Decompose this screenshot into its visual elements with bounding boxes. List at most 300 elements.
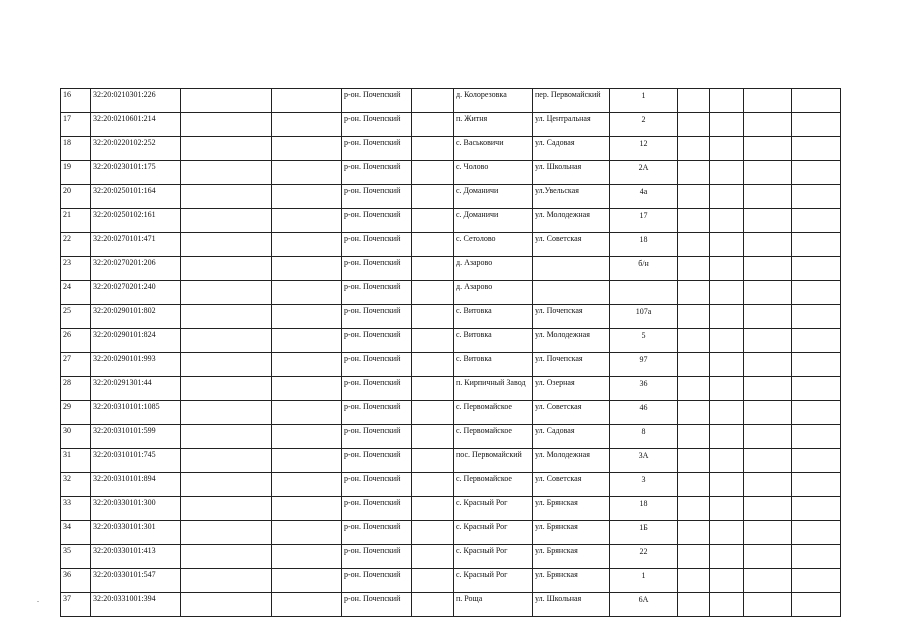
blank-cell bbox=[181, 89, 272, 113]
blank-cell bbox=[744, 281, 792, 305]
blank-cell bbox=[181, 425, 272, 449]
locality-cell: с. Красный Рог bbox=[454, 521, 533, 545]
blank-cell bbox=[678, 521, 710, 545]
scan-mark bbox=[37, 601, 39, 602]
blank-cell bbox=[744, 497, 792, 521]
blank-cell bbox=[792, 305, 841, 329]
blank-cell bbox=[792, 473, 841, 497]
blank-cell bbox=[272, 425, 342, 449]
locality-cell: пос. Первомайский bbox=[454, 449, 533, 473]
blank-cell bbox=[272, 521, 342, 545]
street-cell: ул. Брянская bbox=[533, 521, 610, 545]
cadastral-number-cell: 32:20:0330101:300 bbox=[91, 497, 181, 521]
blank-cell bbox=[678, 449, 710, 473]
locality-cell: с. Красный Рог bbox=[454, 545, 533, 569]
table-row bbox=[61, 497, 841, 521]
blank-cell bbox=[710, 89, 744, 113]
registry-table-body bbox=[61, 89, 841, 617]
blank-cell bbox=[678, 185, 710, 209]
blank-cell bbox=[744, 473, 792, 497]
table-row bbox=[61, 185, 841, 209]
district-cell: р-он. Почепский bbox=[342, 497, 412, 521]
blank-cell bbox=[678, 209, 710, 233]
blank-cell bbox=[272, 305, 342, 329]
district-cell: р-он. Почепский bbox=[342, 353, 412, 377]
house-number-cell: 1 bbox=[610, 569, 678, 593]
blank-cell bbox=[710, 569, 744, 593]
row-number-cell: 28 bbox=[61, 377, 91, 401]
street-cell: ул. Молодежная bbox=[533, 209, 610, 233]
blank-cell bbox=[678, 281, 710, 305]
row-number-cell: 35 bbox=[61, 545, 91, 569]
blank-cell bbox=[412, 593, 454, 617]
blank-cell bbox=[744, 113, 792, 137]
cadastral-number-cell: 32:20:0270201:240 bbox=[91, 281, 181, 305]
blank-cell bbox=[678, 425, 710, 449]
locality-cell: п. Кирпичный Завод bbox=[454, 377, 533, 401]
blank-cell bbox=[272, 569, 342, 593]
blank-cell bbox=[792, 209, 841, 233]
row-number-cell: 18 bbox=[61, 137, 91, 161]
blank-cell bbox=[272, 449, 342, 473]
blank-cell bbox=[792, 449, 841, 473]
district-cell: р-он. Почепский bbox=[342, 209, 412, 233]
blank-cell bbox=[412, 305, 454, 329]
house-number-cell: 18 bbox=[610, 233, 678, 257]
blank-cell bbox=[412, 257, 454, 281]
blank-cell bbox=[792, 425, 841, 449]
blank-cell bbox=[412, 425, 454, 449]
blank-cell bbox=[792, 233, 841, 257]
locality-cell: с. Первомайское bbox=[454, 473, 533, 497]
blank-cell bbox=[744, 377, 792, 401]
table-row bbox=[61, 257, 841, 281]
table-row bbox=[61, 281, 841, 305]
street-cell: ул.Увельская bbox=[533, 185, 610, 209]
blank-cell bbox=[678, 161, 710, 185]
blank-cell bbox=[181, 113, 272, 137]
cadastral-number-cell: 32:20:0330101:547 bbox=[91, 569, 181, 593]
row-number-cell: 21 bbox=[61, 209, 91, 233]
cadastral-number-cell: 32:20:0330101:301 bbox=[91, 521, 181, 545]
house-number-cell: 2 bbox=[610, 113, 678, 137]
house-number-cell: 17 bbox=[610, 209, 678, 233]
blank-cell bbox=[792, 89, 841, 113]
blank-cell bbox=[710, 497, 744, 521]
cadastral-number-cell: 32:20:0290101:802 bbox=[91, 305, 181, 329]
district-cell: р-он. Почепский bbox=[342, 377, 412, 401]
blank-cell bbox=[792, 137, 841, 161]
row-number-cell: 24 bbox=[61, 281, 91, 305]
blank-cell bbox=[710, 185, 744, 209]
blank-cell bbox=[678, 257, 710, 281]
blank-cell bbox=[678, 233, 710, 257]
locality-cell: д. Азарово bbox=[454, 281, 533, 305]
blank-cell bbox=[412, 113, 454, 137]
district-cell: р-он. Почепский bbox=[342, 89, 412, 113]
blank-cell bbox=[792, 593, 841, 617]
blank-cell bbox=[710, 161, 744, 185]
table-row bbox=[61, 233, 841, 257]
blank-cell bbox=[792, 281, 841, 305]
table-row bbox=[61, 137, 841, 161]
blank-cell bbox=[412, 185, 454, 209]
street-cell: пер. Первомайский bbox=[533, 89, 610, 113]
district-cell: р-он. Почепский bbox=[342, 473, 412, 497]
blank-cell bbox=[412, 449, 454, 473]
house-number-cell: 5 bbox=[610, 329, 678, 353]
house-number-cell: 1 bbox=[610, 89, 678, 113]
row-number-cell: 20 bbox=[61, 185, 91, 209]
locality-cell: с. Васьковичи bbox=[454, 137, 533, 161]
district-cell: р-он. Почепский bbox=[342, 137, 412, 161]
blank-cell bbox=[744, 425, 792, 449]
street-cell: ул. Брянская bbox=[533, 545, 610, 569]
street-cell: ул. Советская bbox=[533, 473, 610, 497]
registry-table bbox=[60, 88, 841, 617]
street-cell: ул. Центральная bbox=[533, 113, 610, 137]
table-row bbox=[61, 113, 841, 137]
street-cell: ул. Советская bbox=[533, 401, 610, 425]
cadastral-number-cell: 32:20:0330101:413 bbox=[91, 545, 181, 569]
blank-cell bbox=[710, 449, 744, 473]
blank-cell bbox=[678, 113, 710, 137]
blank-cell bbox=[710, 137, 744, 161]
blank-cell bbox=[412, 377, 454, 401]
blank-cell bbox=[181, 353, 272, 377]
blank-cell bbox=[792, 329, 841, 353]
cadastral-number-cell: 32:20:0270101:471 bbox=[91, 233, 181, 257]
blank-cell bbox=[678, 353, 710, 377]
table-row bbox=[61, 473, 841, 497]
blank-cell bbox=[744, 353, 792, 377]
blank-cell bbox=[744, 449, 792, 473]
blank-cell bbox=[710, 209, 744, 233]
house-number-cell: б/н bbox=[610, 257, 678, 281]
blank-cell bbox=[792, 161, 841, 185]
blank-cell bbox=[181, 473, 272, 497]
locality-cell: с. Доманичи bbox=[454, 209, 533, 233]
cadastral-number-cell: 32:20:0290101:993 bbox=[91, 353, 181, 377]
blank-cell bbox=[744, 545, 792, 569]
blank-cell bbox=[272, 185, 342, 209]
table-row bbox=[61, 209, 841, 233]
house-number-cell: 107а bbox=[610, 305, 678, 329]
district-cell: р-он. Почепский bbox=[342, 329, 412, 353]
district-cell: р-он. Почепский bbox=[342, 161, 412, 185]
district-cell: р-он. Почепский bbox=[342, 305, 412, 329]
blank-cell bbox=[272, 113, 342, 137]
district-cell: р-он. Почепский bbox=[342, 233, 412, 257]
street-cell: ул. Озерная bbox=[533, 377, 610, 401]
blank-cell bbox=[272, 233, 342, 257]
locality-cell: п. Житня bbox=[454, 113, 533, 137]
blank-cell bbox=[181, 569, 272, 593]
blank-cell bbox=[181, 377, 272, 401]
row-number-cell: 32 bbox=[61, 473, 91, 497]
blank-cell bbox=[744, 305, 792, 329]
blank-cell bbox=[792, 113, 841, 137]
district-cell: р-он. Почепский bbox=[342, 281, 412, 305]
blank-cell bbox=[678, 137, 710, 161]
blank-cell bbox=[181, 209, 272, 233]
table-row bbox=[61, 401, 841, 425]
locality-cell: с. Чолово bbox=[454, 161, 533, 185]
blank-cell bbox=[272, 545, 342, 569]
table-row bbox=[61, 449, 841, 473]
district-cell: р-он. Почепский bbox=[342, 545, 412, 569]
row-number-cell: 33 bbox=[61, 497, 91, 521]
house-number-cell: 4а bbox=[610, 185, 678, 209]
blank-cell bbox=[412, 281, 454, 305]
locality-cell: с. Первомайское bbox=[454, 401, 533, 425]
blank-cell bbox=[272, 329, 342, 353]
blank-cell bbox=[710, 473, 744, 497]
cadastral-number-cell: 32:20:0331001:394 bbox=[91, 593, 181, 617]
blank-cell bbox=[678, 329, 710, 353]
district-cell: р-он. Почепский bbox=[342, 521, 412, 545]
cadastral-number-cell: 32:20:0250101:164 bbox=[91, 185, 181, 209]
cadastral-number-cell: 32:20:0310101:745 bbox=[91, 449, 181, 473]
blank-cell bbox=[792, 353, 841, 377]
blank-cell bbox=[181, 137, 272, 161]
blank-cell bbox=[181, 305, 272, 329]
district-cell: р-он. Почепский bbox=[342, 257, 412, 281]
street-cell: ул. Советская bbox=[533, 233, 610, 257]
house-number-cell: 1Б bbox=[610, 521, 678, 545]
district-cell: р-он. Почепский bbox=[342, 185, 412, 209]
cadastral-number-cell: 32:20:0250102:161 bbox=[91, 209, 181, 233]
blank-cell bbox=[710, 377, 744, 401]
table-row bbox=[61, 521, 841, 545]
blank-cell bbox=[412, 401, 454, 425]
blank-cell bbox=[792, 545, 841, 569]
blank-cell bbox=[181, 257, 272, 281]
table-row bbox=[61, 89, 841, 113]
blank-cell bbox=[678, 305, 710, 329]
table-row bbox=[61, 593, 841, 617]
street-cell: ул. Школьная bbox=[533, 161, 610, 185]
table-row bbox=[61, 545, 841, 569]
street-cell: ул. Молодежная bbox=[533, 449, 610, 473]
row-number-cell: 29 bbox=[61, 401, 91, 425]
blank-cell bbox=[710, 401, 744, 425]
blank-cell bbox=[710, 425, 744, 449]
blank-cell bbox=[272, 377, 342, 401]
row-number-cell: 30 bbox=[61, 425, 91, 449]
locality-cell: с. Красный Рог bbox=[454, 497, 533, 521]
house-number-cell: 12 bbox=[610, 137, 678, 161]
locality-cell: с. Витовка bbox=[454, 353, 533, 377]
street-cell bbox=[533, 281, 610, 305]
street-cell: ул. Почепская bbox=[533, 305, 610, 329]
locality-cell: с. Витовка bbox=[454, 329, 533, 353]
cadastral-number-cell: 32:20:0220102:252 bbox=[91, 137, 181, 161]
house-number-cell: 3А bbox=[610, 449, 678, 473]
blank-cell bbox=[181, 281, 272, 305]
blank-cell bbox=[272, 281, 342, 305]
blank-cell bbox=[412, 545, 454, 569]
blank-cell bbox=[412, 137, 454, 161]
blank-cell bbox=[744, 209, 792, 233]
house-number-cell: 46 bbox=[610, 401, 678, 425]
blank-cell bbox=[744, 257, 792, 281]
blank-cell bbox=[181, 401, 272, 425]
blank-cell bbox=[792, 569, 841, 593]
cadastral-number-cell: 32:20:0210601:214 bbox=[91, 113, 181, 137]
blank-cell bbox=[678, 545, 710, 569]
street-cell: ул. Садовая bbox=[533, 137, 610, 161]
row-number-cell: 17 bbox=[61, 113, 91, 137]
district-cell: р-он. Почепский bbox=[342, 113, 412, 137]
district-cell: р-он. Почепский bbox=[342, 569, 412, 593]
house-number-cell: 2А bbox=[610, 161, 678, 185]
blank-cell bbox=[792, 401, 841, 425]
blank-cell bbox=[710, 257, 744, 281]
blank-cell bbox=[272, 593, 342, 617]
row-number-cell: 27 bbox=[61, 353, 91, 377]
locality-cell: с. Доманичи bbox=[454, 185, 533, 209]
table-row bbox=[61, 353, 841, 377]
row-number-cell: 26 bbox=[61, 329, 91, 353]
blank-cell bbox=[744, 401, 792, 425]
locality-cell: с. Сетолово bbox=[454, 233, 533, 257]
cadastral-number-cell: 32:20:0310101:599 bbox=[91, 425, 181, 449]
blank-cell bbox=[181, 233, 272, 257]
blank-cell bbox=[412, 497, 454, 521]
table-row bbox=[61, 569, 841, 593]
blank-cell bbox=[181, 185, 272, 209]
street-cell bbox=[533, 257, 610, 281]
blank-cell bbox=[412, 329, 454, 353]
row-number-cell: 37 bbox=[61, 593, 91, 617]
street-cell: ул. Брянская bbox=[533, 497, 610, 521]
district-cell: р-он. Почепский bbox=[342, 593, 412, 617]
blank-cell bbox=[792, 377, 841, 401]
house-number-cell: 8 bbox=[610, 425, 678, 449]
blank-cell bbox=[181, 161, 272, 185]
house-number-cell bbox=[610, 281, 678, 305]
blank-cell bbox=[744, 329, 792, 353]
blank-cell bbox=[412, 233, 454, 257]
blank-cell bbox=[412, 89, 454, 113]
table-row bbox=[61, 377, 841, 401]
row-number-cell: 25 bbox=[61, 305, 91, 329]
table-row bbox=[61, 329, 841, 353]
row-number-cell: 22 bbox=[61, 233, 91, 257]
blank-cell bbox=[710, 281, 744, 305]
blank-cell bbox=[181, 497, 272, 521]
blank-cell bbox=[792, 497, 841, 521]
blank-cell bbox=[744, 233, 792, 257]
blank-cell bbox=[678, 497, 710, 521]
blank-cell bbox=[272, 89, 342, 113]
house-number-cell: 18 bbox=[610, 497, 678, 521]
locality-cell: с. Красный Рог bbox=[454, 569, 533, 593]
table-row bbox=[61, 425, 841, 449]
row-number-cell: 31 bbox=[61, 449, 91, 473]
blank-cell bbox=[678, 593, 710, 617]
blank-cell bbox=[792, 257, 841, 281]
blank-cell bbox=[412, 521, 454, 545]
blank-cell bbox=[710, 329, 744, 353]
cadastral-number-cell: 32:20:0310101:1085 bbox=[91, 401, 181, 425]
blank-cell bbox=[710, 593, 744, 617]
house-number-cell: 22 bbox=[610, 545, 678, 569]
blank-cell bbox=[678, 473, 710, 497]
blank-cell bbox=[272, 353, 342, 377]
blank-cell bbox=[792, 185, 841, 209]
street-cell: ул. Брянская bbox=[533, 569, 610, 593]
district-cell: р-он. Почепский bbox=[342, 425, 412, 449]
row-number-cell: 16 bbox=[61, 89, 91, 113]
locality-cell: с. Витовка bbox=[454, 305, 533, 329]
blank-cell bbox=[710, 353, 744, 377]
cadastral-number-cell: 32:20:0270201:206 bbox=[91, 257, 181, 281]
blank-cell bbox=[181, 521, 272, 545]
blank-cell bbox=[710, 113, 744, 137]
district-cell: р-он. Почепский bbox=[342, 449, 412, 473]
blank-cell bbox=[181, 545, 272, 569]
blank-cell bbox=[412, 161, 454, 185]
blank-cell bbox=[181, 449, 272, 473]
blank-cell bbox=[678, 401, 710, 425]
blank-cell bbox=[744, 137, 792, 161]
street-cell: ул. Почепская bbox=[533, 353, 610, 377]
blank-cell bbox=[412, 209, 454, 233]
blank-cell bbox=[272, 161, 342, 185]
blank-cell bbox=[710, 305, 744, 329]
blank-cell bbox=[744, 569, 792, 593]
locality-cell: с. Первомайское bbox=[454, 425, 533, 449]
house-number-cell: 97 bbox=[610, 353, 678, 377]
blank-cell bbox=[710, 521, 744, 545]
blank-cell bbox=[272, 137, 342, 161]
blank-cell bbox=[744, 89, 792, 113]
cadastral-number-cell: 32:20:0310101:894 bbox=[91, 473, 181, 497]
blank-cell bbox=[744, 185, 792, 209]
house-number-cell: 36 bbox=[610, 377, 678, 401]
blank-cell bbox=[412, 569, 454, 593]
blank-cell bbox=[272, 497, 342, 521]
locality-cell: д. Азарово bbox=[454, 257, 533, 281]
blank-cell bbox=[710, 233, 744, 257]
row-number-cell: 34 bbox=[61, 521, 91, 545]
house-number-cell: 3 bbox=[610, 473, 678, 497]
table-row bbox=[61, 305, 841, 329]
blank-cell bbox=[181, 593, 272, 617]
row-number-cell: 19 bbox=[61, 161, 91, 185]
blank-cell bbox=[272, 473, 342, 497]
locality-cell: д. Колорезовка bbox=[454, 89, 533, 113]
blank-cell bbox=[792, 521, 841, 545]
cadastral-number-cell: 32:20:0230101:175 bbox=[91, 161, 181, 185]
blank-cell bbox=[272, 401, 342, 425]
blank-cell bbox=[181, 329, 272, 353]
blank-cell bbox=[744, 521, 792, 545]
district-cell: р-он. Почепский bbox=[342, 401, 412, 425]
cadastral-number-cell: 32:20:0291301:44 bbox=[91, 377, 181, 401]
street-cell: ул. Молодежная bbox=[533, 329, 610, 353]
blank-cell bbox=[272, 257, 342, 281]
blank-cell bbox=[272, 209, 342, 233]
blank-cell bbox=[412, 353, 454, 377]
blank-cell bbox=[678, 377, 710, 401]
street-cell: ул. Садовая bbox=[533, 425, 610, 449]
blank-cell bbox=[678, 89, 710, 113]
house-number-cell: 6А bbox=[610, 593, 678, 617]
blank-cell bbox=[744, 593, 792, 617]
